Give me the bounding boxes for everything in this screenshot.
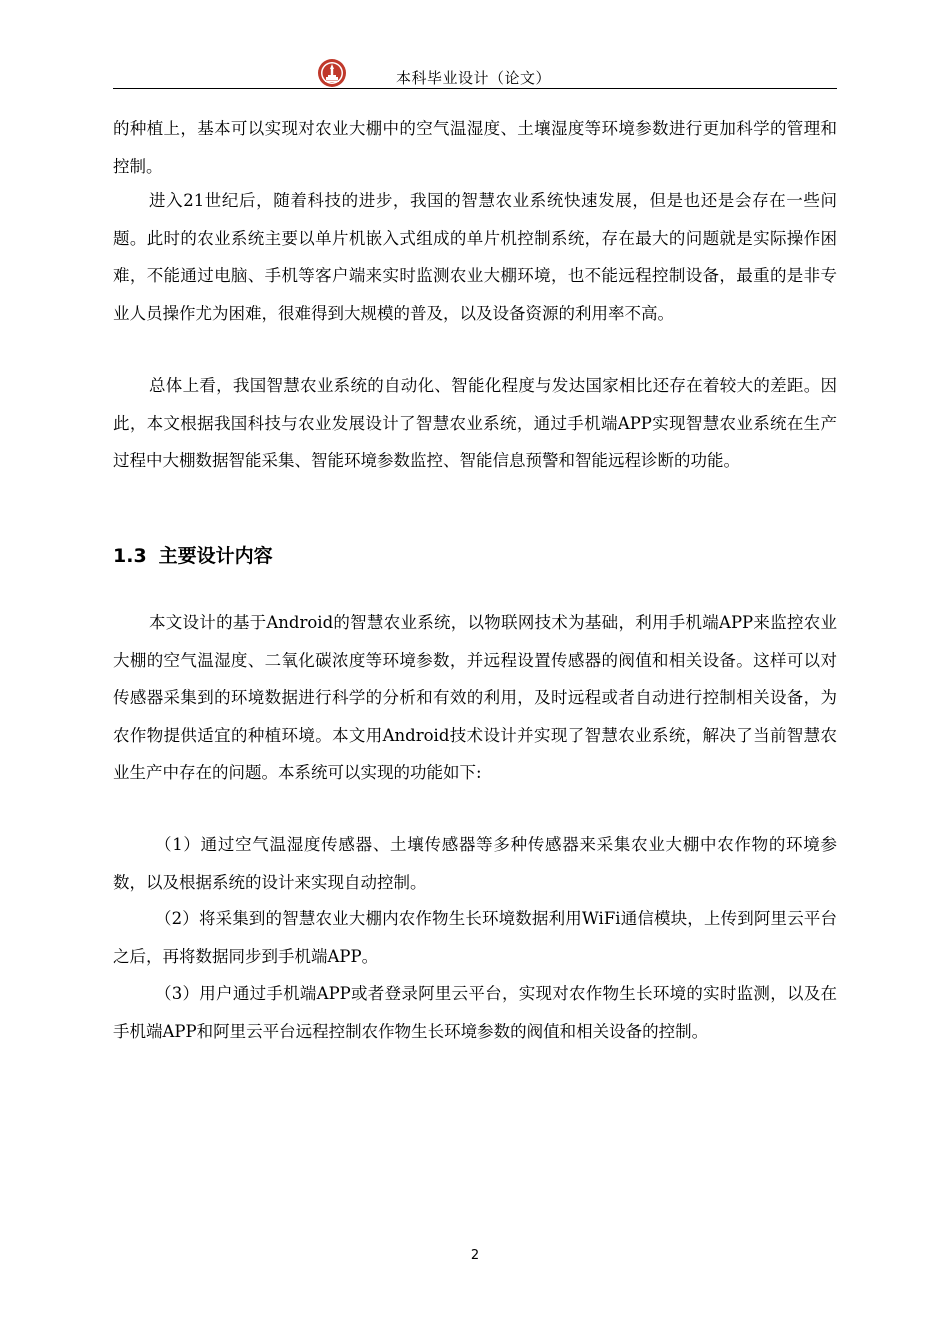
university-seal-icon: [317, 58, 347, 88]
section-intro-paragraph: 本文设计的基于Android的智慧农业系统，以物联网技术为基础，利用手机端APP来监控农业大棚的空气温湿度、二氧化碳浓度等环境参数，并远程设置传感器的阀值和相关设备。这样可以对传感器采集到的环境数据进行科学的分析和有效的利用，及时远程或者自动进行控制相关设备，为农作物提供适宜的种植环境。本文用Android技术设计并实现了智慧农业系统，解决了当前智慧农业生产中存在的问题。本系统可以实现的功能如下:: [113, 613, 837, 782]
paragraph-21st-century: 进入21世纪后，随着科技的进步，我国的智慧农业系统快速发展，但是也还是会存在一些问题。此时的农业系统主要以单片机嵌入式组成的单片机控制系统，存在最大的问题就是实际操作困难，不能通过电脑、手机等客户端来实时监测农业大棚环境，也不能远程控制设备，最重的是非专业人员操作尤为困难，很难得到大规模的普及，以及设备资源的利用率不高。: [113, 191, 837, 323]
list-item: （3）用户通过手机端APP或者登录阿里云平台，实现对农作物生长环境的实时监测，以及在手机端APP和阿里云平台远程控制农作物生长环境参数的阀值和相关设备的控制。: [113, 984, 837, 1041]
paragraph-continued: 的种植上，基本可以实现对农业大棚中的空气温湿度、土壤湿度等环境参数进行更加科学的管理和控制。: [113, 119, 837, 176]
list-item: （2）将采集到的智慧农业大棚内农作物生长环境数据利用WiFi通信模块，上传到阿里云平台之后，再将数据同步到手机端APP。: [113, 909, 837, 966]
section-title: 主要设计内容: [158, 545, 273, 567]
section-heading: [113, 541, 273, 568]
list-item: （1）通过空气温湿度传感器、土壤传感器等多种传感器来采集农业大棚中农作物的环境参数，以及根据系统的设计来实现自动控制。: [113, 835, 837, 892]
header-title: 本科毕业设计（论文）: [396, 69, 552, 87]
paragraph-overall: 总体上看，我国智慧农业系统的自动化、智能化程度与发达国家相比还存在着较大的差距。因此，本文根据我国科技与农业发展设计了智慧农业系统，通过手机端APP实现智慧农业系统在生产过程中大棚数据智能采集、智能环境参数监控、智能信息预警和智能远程诊断的功能。: [113, 376, 837, 470]
page-number: 2: [470, 1248, 480, 1263]
section-number: 1.3: [113, 545, 147, 567]
page-header: [113, 56, 837, 89]
